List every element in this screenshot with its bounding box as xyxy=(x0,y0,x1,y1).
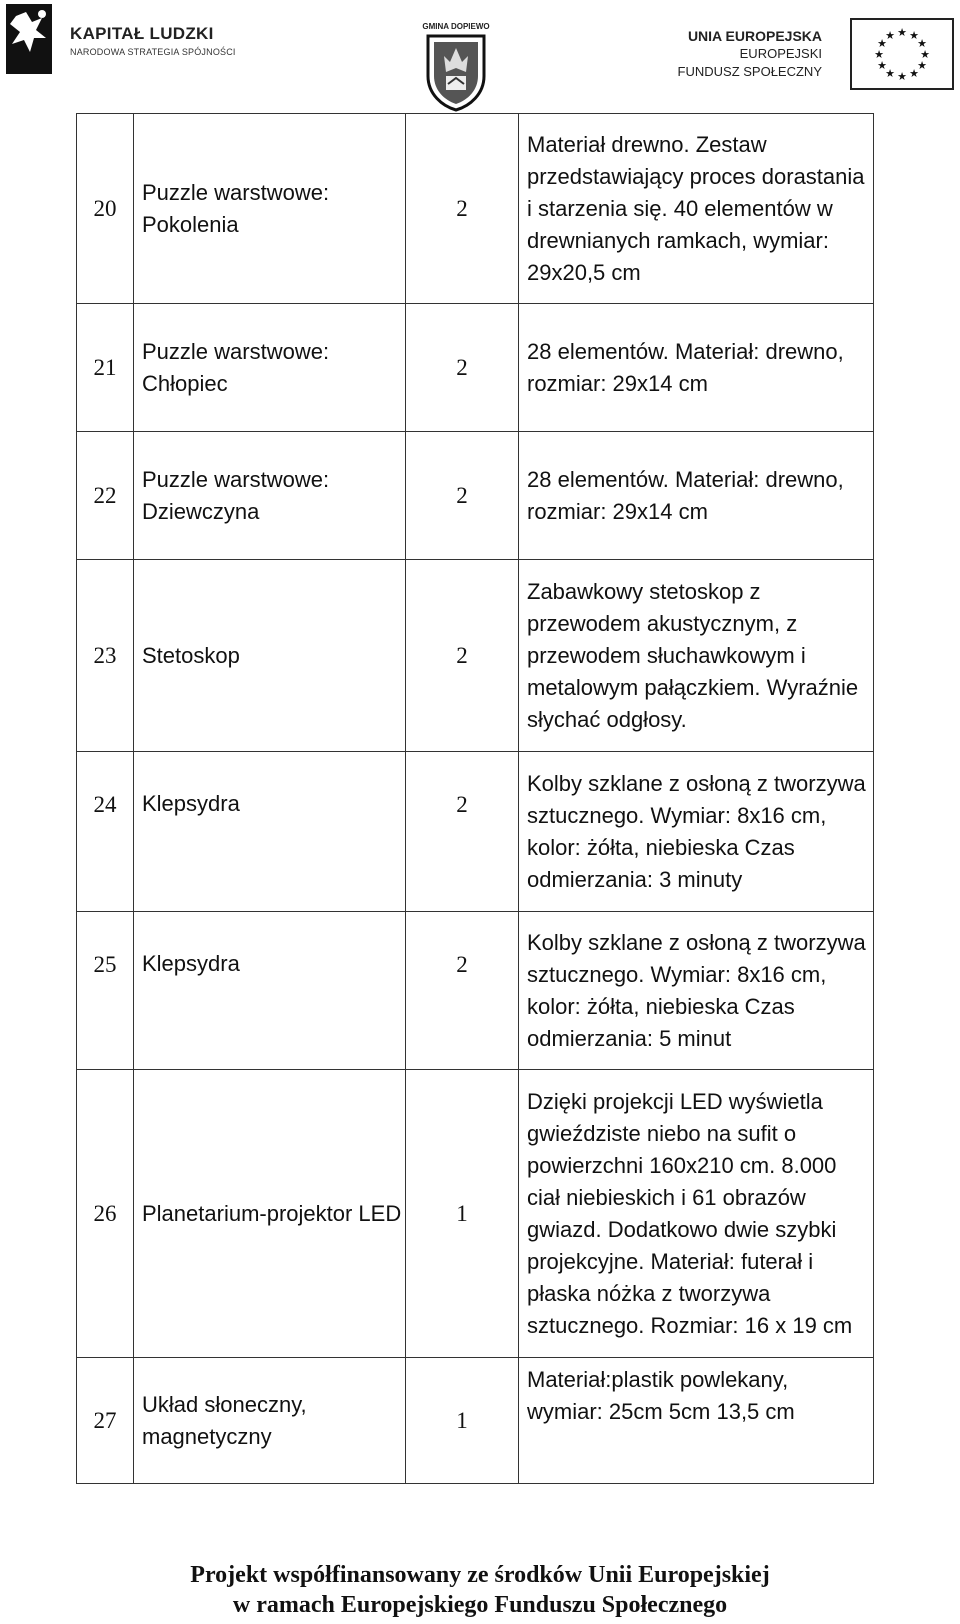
kapital-ludzki-figure-icon xyxy=(6,4,62,76)
kapital-ludzki-logo xyxy=(6,4,246,76)
svg-text:★: ★ xyxy=(909,67,919,80)
row-number: 26 xyxy=(77,1070,134,1358)
kapital-ludzki-title: KAPITAŁ LUDZKI xyxy=(70,24,214,43)
specification-table xyxy=(76,113,874,1484)
row-number: 23 xyxy=(77,560,134,752)
svg-text:★: ★ xyxy=(917,37,927,50)
item-description: Kolby szklane z osłoną z tworzywa sztucznego. Wymiar: 8x16 cm, kolor: żółta, niebieska Czas odmierzania: 3 minuty xyxy=(519,752,874,912)
gmina-title: GMINA DOPIEWO xyxy=(422,22,490,31)
item-description: 28 elementów. Materiał: drewno, rozmiar: 29x14 cm xyxy=(519,432,874,560)
eu-line-1: UNIA EUROPEJSKA xyxy=(687,28,822,44)
svg-text:★: ★ xyxy=(897,26,907,39)
item-description: Dzięki projekcji LED wyświetla gwieździste niebo na sufit o powierzchni 160x210 cm. 8.000 ciał niebieskich i 61 obrazów gwiazd. Dodatkowo dwie szybki projekcyjne. Materiał: futerał i płaska nóżka z tworzywa sztucznego. Rozmiar: 16 x 19 cm xyxy=(519,1070,874,1358)
page-header xyxy=(0,0,960,112)
item-name: Puzzle warstwowe: Dziewczyna xyxy=(134,432,406,560)
item-quantity: 2 xyxy=(406,304,519,432)
item-description: Zabawkowy stetoskop z przewodem akustycznym, z przewodem słuchawkowym i metalowym pałączkiem. Wyraźnie słychać odgłosy. xyxy=(519,560,874,752)
row-number: 25 xyxy=(77,912,134,1070)
table-row xyxy=(77,560,874,752)
item-quantity: 2 xyxy=(406,752,519,912)
page-footer xyxy=(0,1560,960,1620)
item-description: Materiał:plastik powlekany, wymiar: 25cm 5cm 13,5 cm xyxy=(519,1358,874,1484)
table-row xyxy=(77,1070,874,1358)
item-description: Kolby szklane z osłoną z tworzywa sztucznego. Wymiar: 8x16 cm, kolor: żółta, niebieska Czas odmierzania: 5 minut xyxy=(519,912,874,1070)
item-name: Puzzle warstwowe: Chłopiec xyxy=(134,304,406,432)
svg-text:★: ★ xyxy=(920,48,930,61)
table-row xyxy=(77,304,874,432)
item-quantity: 1 xyxy=(406,1358,519,1484)
table-row xyxy=(77,912,874,1070)
svg-text:★: ★ xyxy=(877,37,887,50)
item-quantity: 1 xyxy=(406,1070,519,1358)
table-row xyxy=(77,114,874,304)
footer-line-2: w ramach Europejskiego Funduszu Społecznego xyxy=(232,1592,728,1618)
item-name: Stetoskop xyxy=(134,560,406,752)
item-description: 28 elementów. Materiał: drewno, rozmiar: 29x14 cm xyxy=(519,304,874,432)
svg-text:★: ★ xyxy=(917,59,927,72)
eu-line-2: EUROPEJSKI xyxy=(739,46,822,61)
svg-text:★: ★ xyxy=(877,59,887,72)
table-row xyxy=(77,1358,874,1484)
item-name: Planetarium-projektor LED xyxy=(134,1070,406,1358)
item-name: Układ słoneczny, magnetyczny xyxy=(134,1358,406,1484)
table-row xyxy=(77,752,874,912)
svg-text:★: ★ xyxy=(897,70,907,83)
row-number: 21 xyxy=(77,304,134,432)
footer-line-1: Projekt współfinansowany ze środków Unii Europejskiej xyxy=(190,1562,770,1588)
item-name: Klepsydra xyxy=(134,752,406,912)
item-quantity: 2 xyxy=(406,560,519,752)
table-row xyxy=(77,432,874,560)
item-description: Materiał drewno. Zestaw przedstawiający proces dorastania i starzenia się. 40 elementów w drewnianych ramkach, wymiar: 29x20,5 cm xyxy=(519,114,874,304)
svg-text:★: ★ xyxy=(874,48,884,61)
eu-logo xyxy=(677,16,960,96)
row-number: 22 xyxy=(77,432,134,560)
kapital-ludzki-subtitle: NARODOWA STRATEGIA SPÓJNOŚCI xyxy=(70,47,236,57)
item-quantity: 2 xyxy=(406,114,519,304)
eu-line-3: FUNDUSZ SPOŁECZNY xyxy=(677,64,822,79)
svg-text:★: ★ xyxy=(909,29,919,42)
item-name: Klepsydra xyxy=(134,912,406,1070)
gmina-dopiewo-logo xyxy=(418,18,494,114)
item-quantity: 2 xyxy=(406,432,519,560)
row-number: 24 xyxy=(77,752,134,912)
svg-text:★: ★ xyxy=(885,29,895,42)
eu-flag-icon xyxy=(850,18,954,90)
eu-stars-icon xyxy=(852,20,952,88)
coat-of-arms-icon xyxy=(424,32,488,112)
row-number: 20 xyxy=(77,114,134,304)
row-number: 27 xyxy=(77,1358,134,1484)
svg-text:★: ★ xyxy=(885,67,895,80)
item-quantity: 2 xyxy=(406,912,519,1070)
item-name: Puzzle warstwowe: Pokolenia xyxy=(134,114,406,304)
